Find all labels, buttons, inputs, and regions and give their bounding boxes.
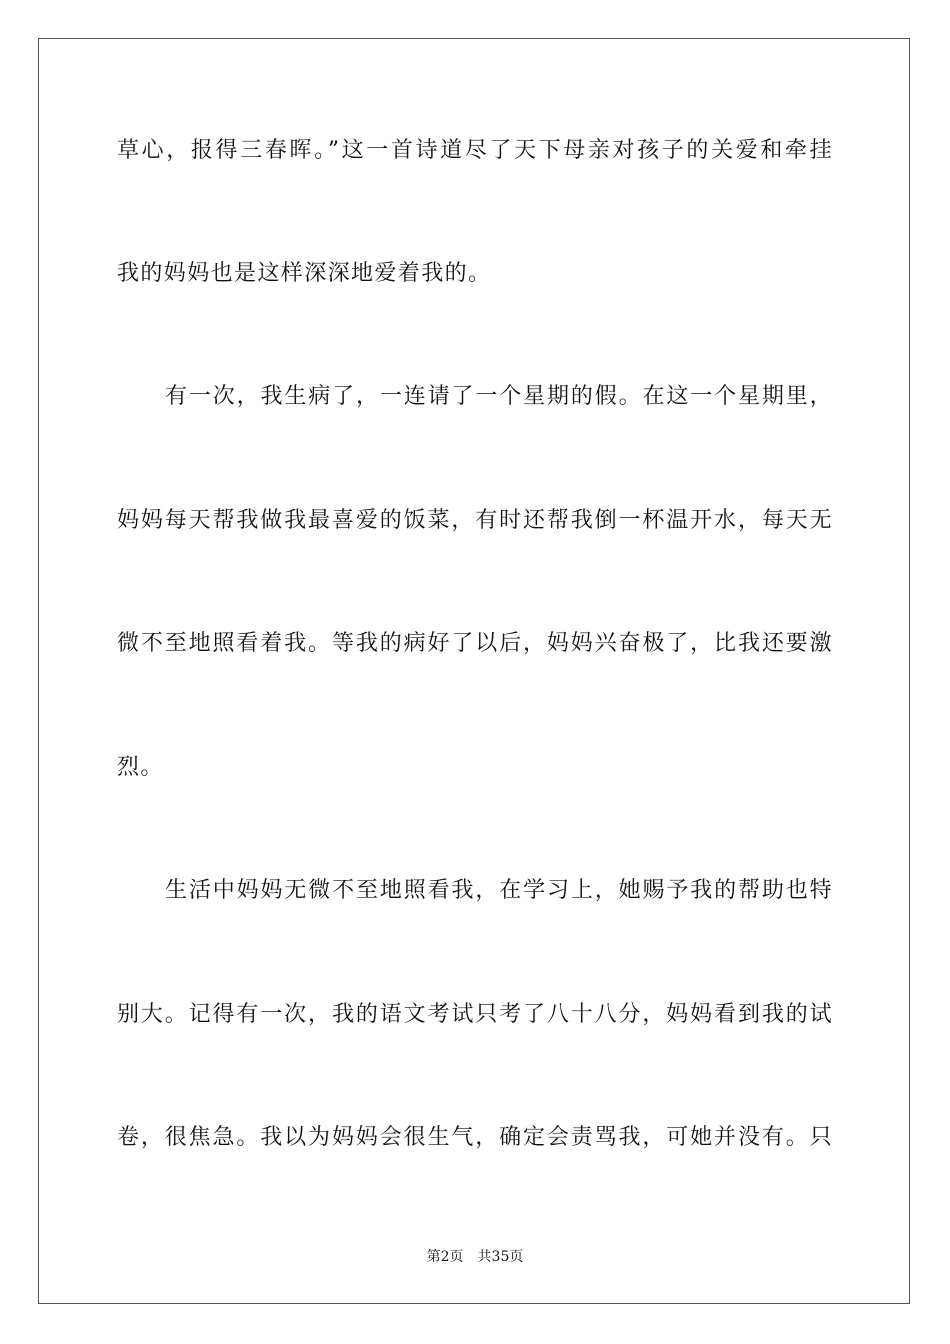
text-line-8: 别大。记得有一次，我的语文考试只考了八十八分，妈妈看到我的试 [117,1002,833,1027]
text-line-4: 妈妈每天帮我做我最喜爱的饭菜，有时还帮我倒一杯温开水，每天无 [117,508,833,533]
page-frame [38,38,910,1304]
text-line-5: 微不至地照看着我。等我的病好了以后，妈妈兴奋极了，比我还要激 [117,631,833,656]
text-line-7: 生活中妈妈无微不至地照看我，在学习上，她赐予我的帮助也特 [165,878,833,903]
text-line-2: 我的妈妈也是这样深深地爱着我的。 [117,261,492,286]
text-line-6: 烈。 [117,755,164,780]
text-line-1: 草心，报得三春晖。”这一首诗道尽了天下母亲对孩子的关爱和牵挂 [117,138,833,163]
page-number-current: 第2页 [426,1249,464,1265]
page-number-total: 共35页 [477,1249,524,1265]
text-line-9: 卷，很焦急。我以为妈妈会很生气，确定会责骂我，可她并没有。只 [117,1125,833,1150]
page-footer [0,1248,950,1266]
text-line-3: 有一次，我生病了，一连请了一个星期的假。在这一个星期里， [165,384,833,409]
